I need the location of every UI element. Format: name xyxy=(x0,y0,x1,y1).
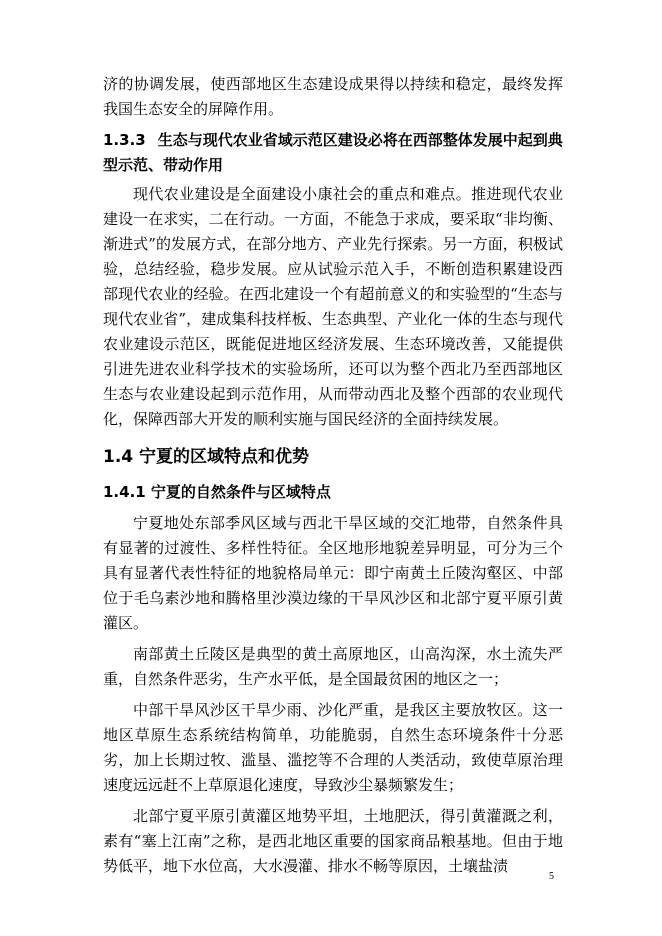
paragraph-overview: 宁夏地处东部季风区域与西北干旱区域的交汇地带，自然条件具有显著的过渡性、多样性特征。全区地形地貌差异明显，可分为三个具有显著代表性特征的地貌格局单元：即宁南黄土丘陵沟壑区、中部位于毛乌素沙地和腾格里沙漠边缘的干旱风沙区和北部宁夏平原引黄灌区。 xyxy=(103,514,563,632)
intro-paragraph: 济的协调发展，使西部地区生态建设成果得以持续和稳定，最终发挥我国生态安全的屏障作用。 xyxy=(103,75,563,118)
document-page xyxy=(103,72,563,879)
section-1-3-3-body: 现代农业建设是全面建设小康社会的重点和难点。推进现代农业建设一在求实，二在行动。一方面，不能急于求成，要采取“非均衡、渐进式”的发展方式，在部分地方、产业先行探索。另一方面，积极试验，总结经验，稳步发展。应从试验示范入手，不断创造积累建设西部现代农业的经验。在西北建设一个有超前意义的和实验型的“生态与现代农业省”，建成集科技样板、生态典型、产业化一体的生态与现代农业建设示范区，既能促进地区经济发展、生态环境改善，又能提供引进先进农业科学技术的实验场所，还可以为整个西北乃至西部地区生态与农业建设起到示范作用，从而带动西北及整个西部的农业现代化，保障西部大开发的顺利实施与国民经济的全面持续发展。 xyxy=(103,185,563,428)
section-number: 1.3.3 xyxy=(103,131,146,149)
paragraph-south: 南部黄土丘陵区是典型的黄土高原地区，山高沟深，水土流失严重，自然条件恶劣，生产水平低，是全国最贫困的地区之一； xyxy=(103,645,563,688)
section-1-4-1-heading: 1.4.1 宁夏的自然条件与区域特点 xyxy=(103,483,331,501)
section-1-3-3-heading xyxy=(103,128,563,178)
section-1-4-heading: 1.4 宁夏的区域特点和优势 xyxy=(103,447,310,467)
page-number: 5 xyxy=(549,871,554,882)
section-title: 生态与现代农业省域示范区建设必将在西部整体发展中起到典型示范、带动作用 xyxy=(103,131,563,174)
paragraph-north: 北部宁夏平原引黄灌区地势平坦，土地肥沃，得引黄灌溉之利，素有“塞上江南”之称，是西北地区重要的国家商品粮基地。但由于地势低平，地下水位高，大水漫灌、排水不畅等原因，土壤盐渍 xyxy=(103,807,563,875)
paragraph-central: 中部干旱风沙区干旱少雨、沙化严重，是我区主要放牧区。这一地区草原生态系统结构简单，功能脆弱，自然生态环境条件十分恶劣，加上长期过牧、滥垦、滥挖等不合理的人类活动，致使草原治理速度远远赶不上草原退化速度，导致沙尘暴频繁发生； xyxy=(103,701,563,794)
